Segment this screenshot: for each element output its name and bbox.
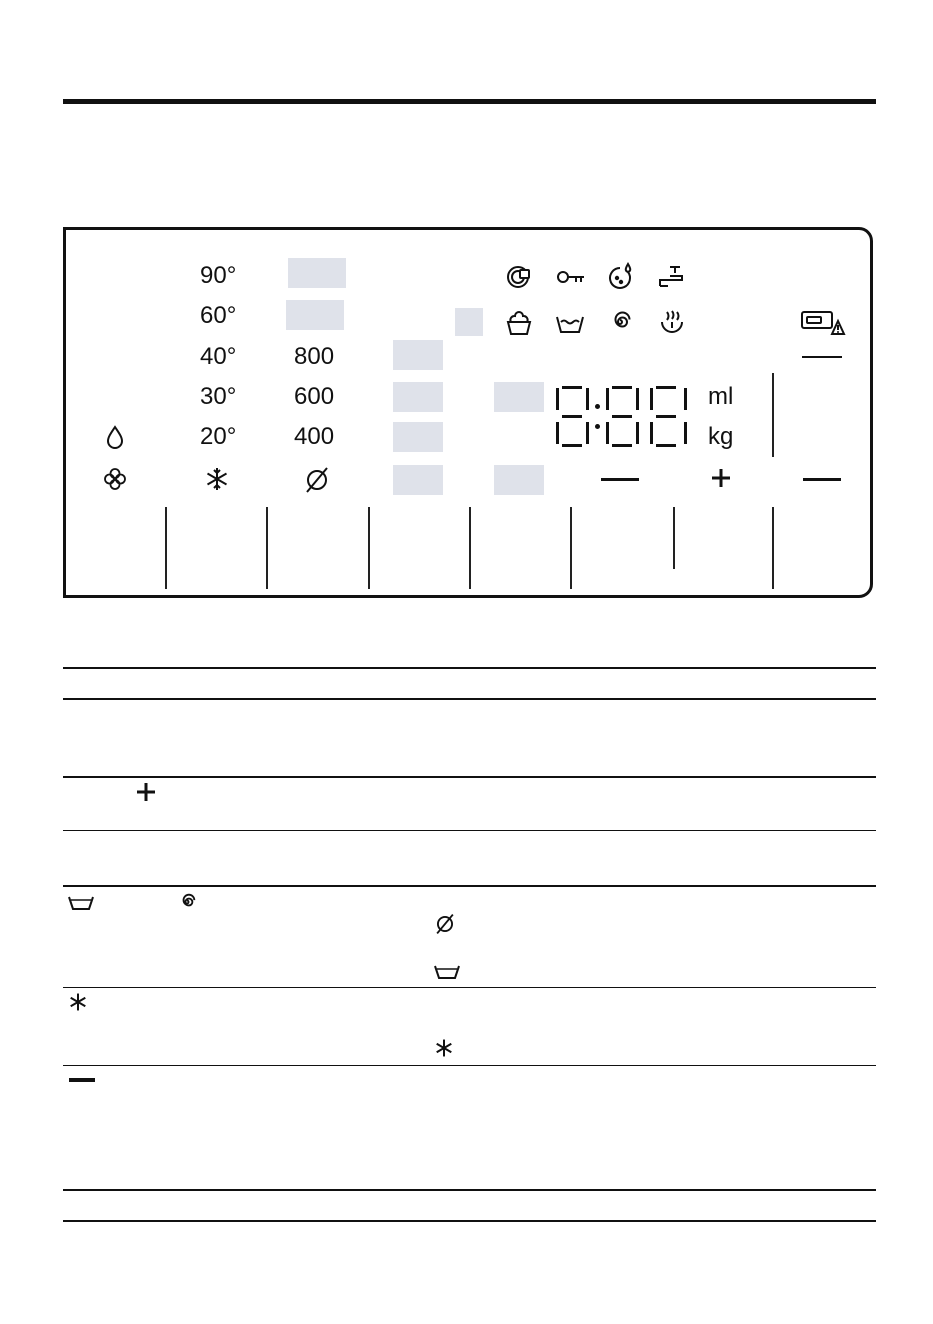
table-rule [63,667,876,669]
temp-60-label: 60° [200,302,237,329]
spin-400-label: 400 [294,423,335,450]
table-rule [63,987,876,988]
table-rule [63,885,876,887]
no-spin-icon [434,913,456,935]
spin-indicator-box [288,258,346,288]
door-status-dash [802,356,842,358]
panel-divider [772,373,774,457]
temp-30-label: 30° [200,383,237,410]
button-separator [469,507,471,589]
option-indicator-box [393,465,443,495]
unit-ml-label: ml [708,383,734,410]
table-rule [63,1065,876,1066]
water-drop-icon [105,425,125,449]
header-rule [63,99,876,104]
spin-indicator-box [286,300,344,330]
button-separator [266,507,268,589]
detergent-dosing-icon [606,262,636,292]
snowflake-icon [434,1038,454,1058]
prewash-icon [505,310,533,336]
snowflake-icon [204,466,230,492]
table-rule [63,830,876,831]
door-warning-icon [801,308,845,336]
spin-800-label: 800 [294,343,335,370]
wash-basin-icon [68,895,94,911]
option-indicator-box [494,382,544,412]
plus-button[interactable] [711,468,731,488]
wash-basin-icon [434,964,460,980]
unit-kg-label: kg [708,423,734,450]
steam-icon [658,308,686,336]
minus-icon [69,1078,95,1082]
control-panel [63,227,873,598]
tap-water-icon [656,264,686,290]
button-separator [165,507,167,589]
plus-icon [136,782,156,802]
drum-clean-icon [505,264,533,290]
table-rule [63,1220,876,1222]
spin-600-label: 600 [294,383,335,410]
temp-90-label: 90° [200,262,237,289]
button-separator [570,507,572,589]
table-rule [63,698,876,700]
softener-flower-icon [103,467,127,491]
button-separator [673,507,675,569]
option-indicator-box [393,382,443,412]
temp-40-label: 40° [200,343,237,370]
button-separator [772,507,774,589]
table-rule [63,1189,876,1191]
wash-basin-icon [555,314,585,334]
option-indicator-box [393,340,443,370]
option-indicator-box [455,308,483,336]
option-indicator-box [393,422,443,452]
minus-button[interactable] [601,478,639,481]
spin-icon [607,309,633,335]
option-indicator-box [494,465,544,495]
spin-icon [177,892,197,912]
table-rule [63,776,876,778]
snowflake-icon [68,992,88,1012]
start-pause-button[interactable] [803,478,841,481]
button-separator [368,507,370,589]
no-spin-icon [303,466,331,494]
child-lock-key-icon [556,268,586,286]
temp-20-label: 20° [200,423,237,450]
